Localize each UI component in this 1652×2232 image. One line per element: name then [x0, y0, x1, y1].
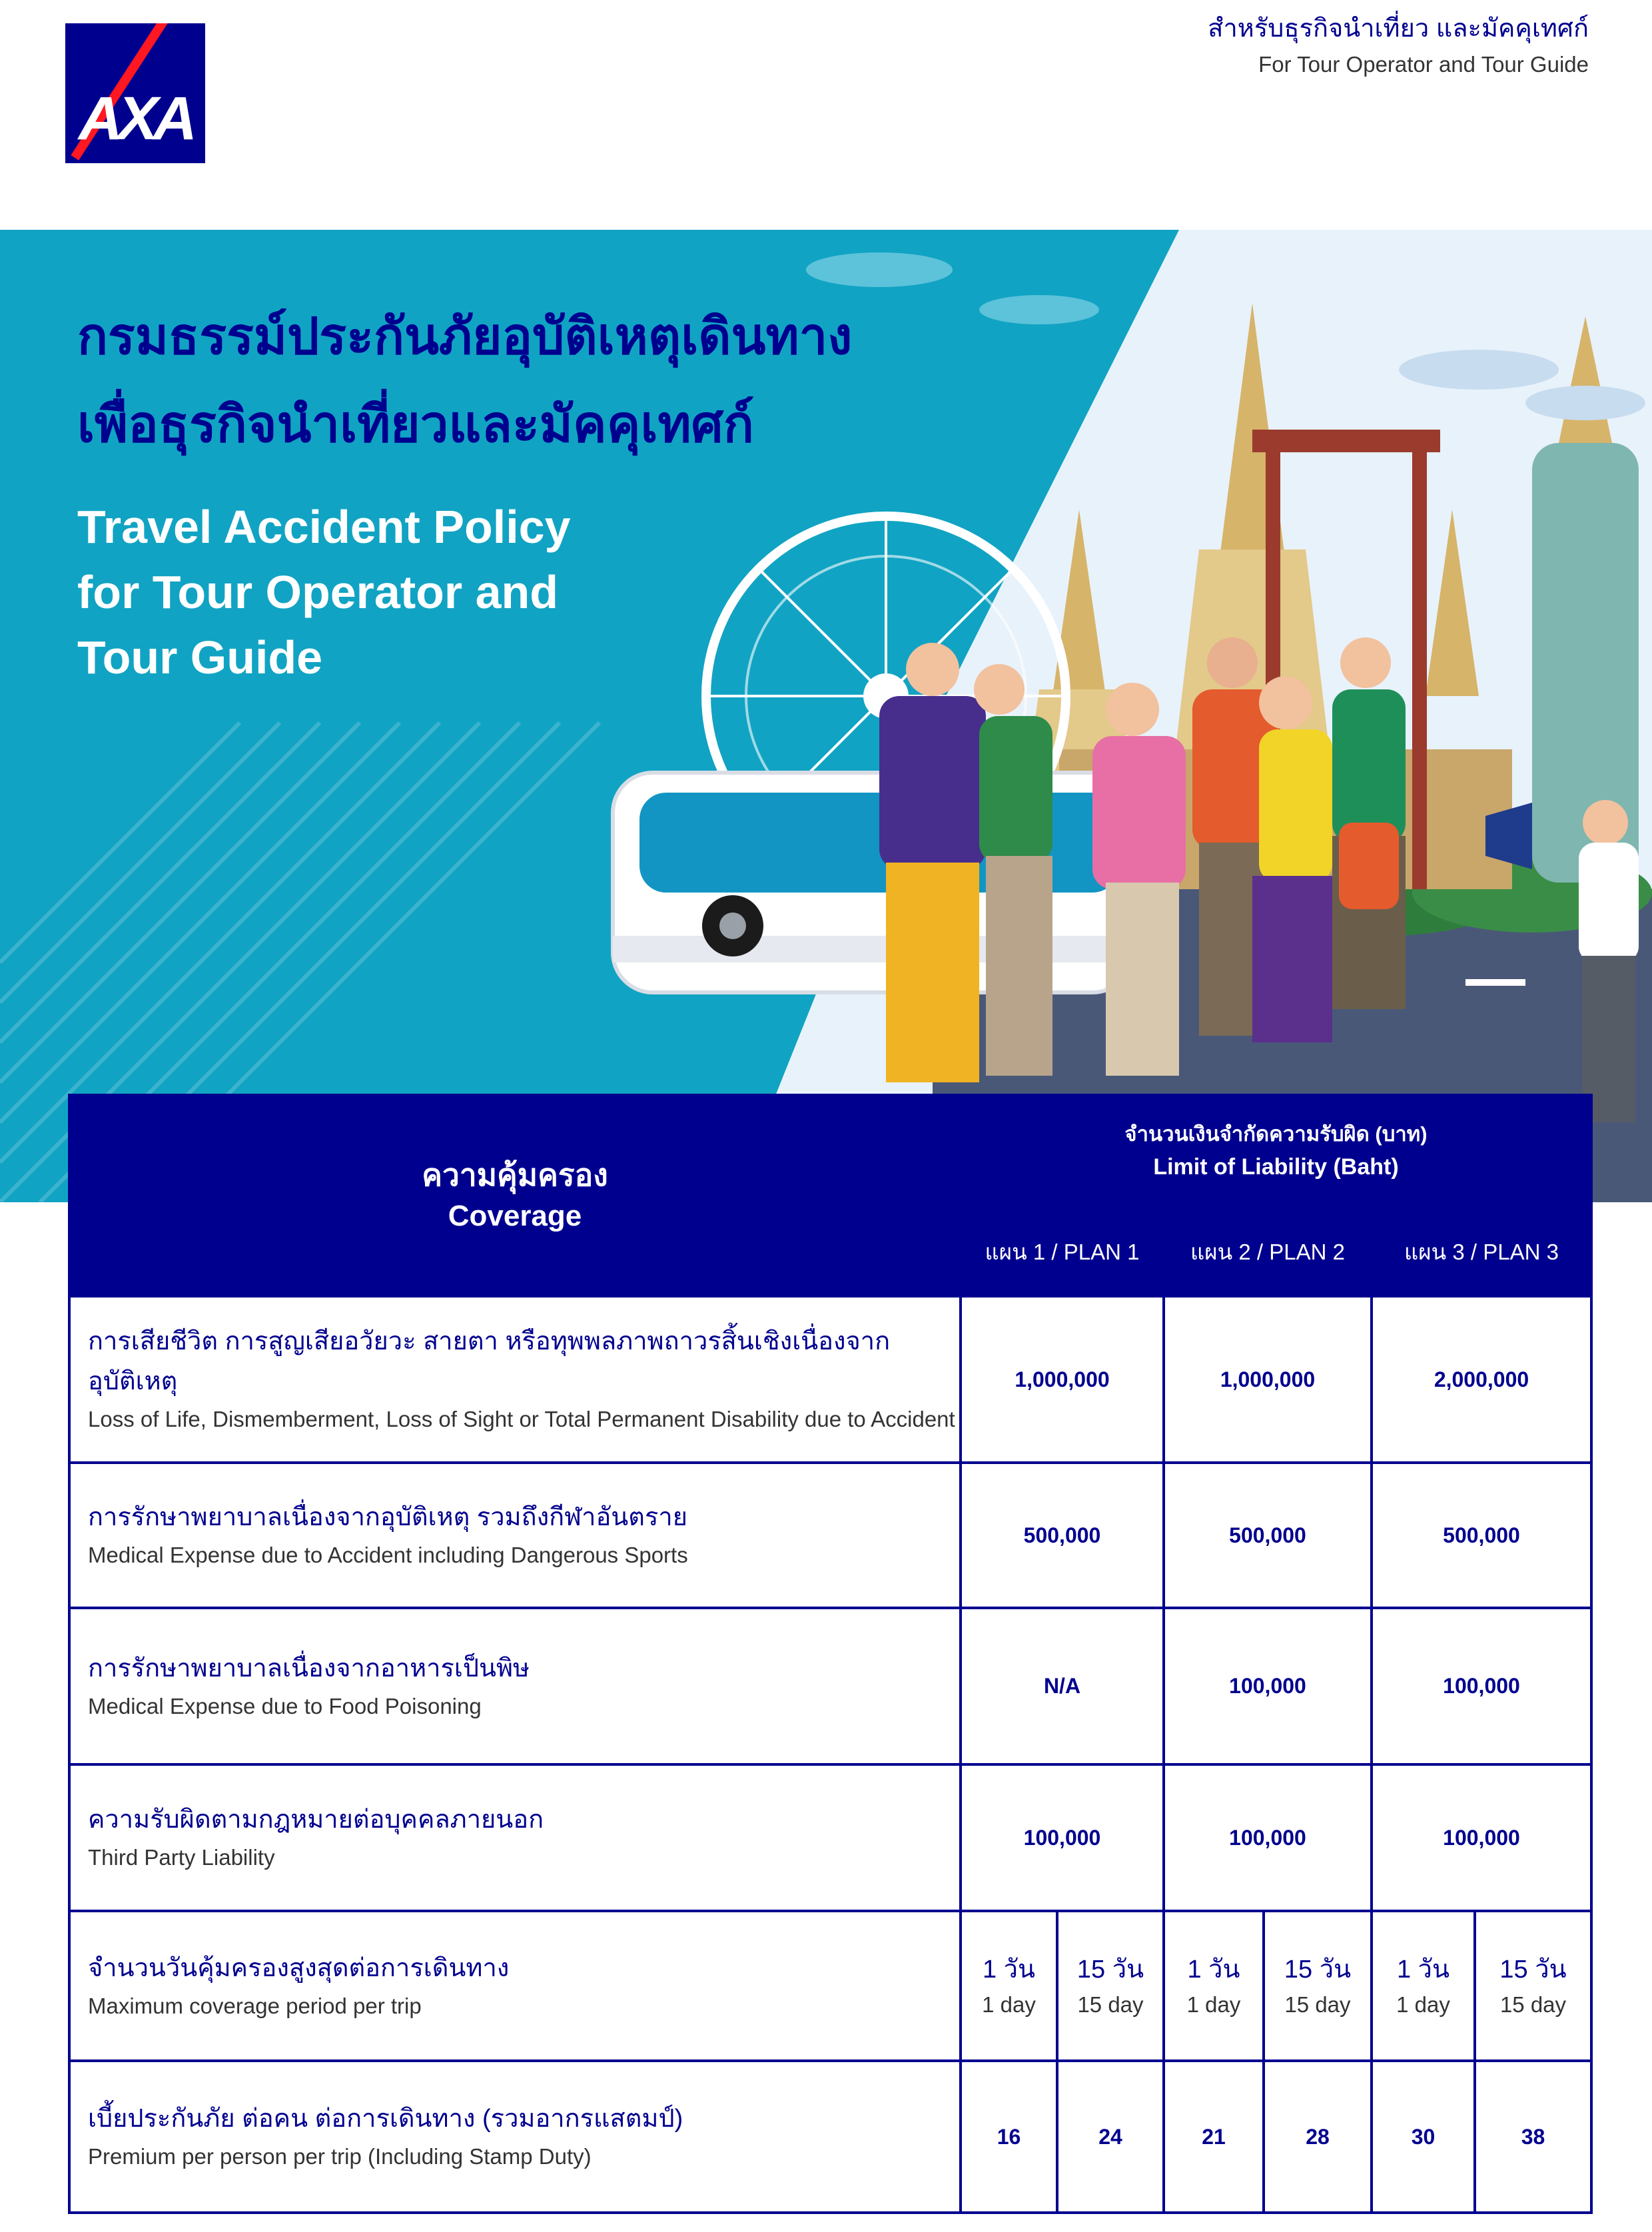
- row-description: [69, 1911, 961, 2061]
- period-th: 1 วัน: [1396, 1955, 1449, 1984]
- audience-en: For Tour Operator and Tour Guide: [1258, 52, 1589, 77]
- plan-3-period-1-day: [1372, 1911, 1475, 2061]
- premium-value: 16: [961, 2061, 1057, 2213]
- row-description: [69, 1296, 961, 1463]
- period-th: 1 วัน: [1187, 1955, 1240, 1984]
- plan-2-value: 1,000,000: [1164, 1296, 1372, 1463]
- period-th: 15 วัน: [1076, 1955, 1144, 1984]
- plan-3-period-15-day: [1475, 1911, 1591, 2061]
- premium-row: [69, 2061, 1591, 2213]
- period-en: 15 day: [1284, 1992, 1351, 2017]
- row-description: [69, 1764, 961, 1911]
- row-label-en: Premium per person per trip (Including Stamp Duty): [88, 2144, 592, 2169]
- period-th: 15 วัน: [1284, 1955, 1352, 1984]
- limit-header: [961, 1095, 1591, 1207]
- row-label-en: Medical Expense due to Food Poisoning: [88, 1693, 482, 1718]
- row-label-th: การเสียชีวิต การสูญเสียอวัยวะ สายตา หรือทุพพลภาพถาวรสิ้นเชิงเนื่องจากอุบัติเหตุ: [88, 1327, 891, 1395]
- premium-value: 38: [1475, 2061, 1591, 2213]
- hero-title-th-2: เพื่อธุรกิจนำเที่ยวและมัคคุเทศก์: [77, 396, 754, 453]
- period-en: 1 day: [1186, 1992, 1241, 2017]
- plan-1-period-15-day: [1057, 1911, 1164, 2061]
- plan-3-value: 500,000: [1372, 1463, 1591, 1608]
- plan-3-value: 2,000,000: [1372, 1296, 1591, 1463]
- audience-th: สำหรับธุรกิจนำเที่ยว และมัคคุเทศก์: [1208, 15, 1589, 43]
- row-description: [69, 2061, 961, 2213]
- plan-1-value: 500,000: [961, 1463, 1164, 1608]
- row-label-th: การรักษาพยาบาลเนื่องจากอาหารเป็นพิษ: [88, 1654, 530, 1682]
- limit-header-th: จำนวนเงินจำกัดความรับผิด (บาท): [1124, 1122, 1428, 1146]
- period-th: 15 วัน: [1499, 1955, 1567, 1984]
- hero-title-th-1: กรมธรรม์ประกันภัยอุบัติเหตุเดินทาง: [77, 308, 853, 365]
- plan-3-value: 100,000: [1372, 1764, 1591, 1911]
- coverage-period-row: [69, 1911, 1591, 2061]
- table-row: [69, 1463, 1591, 1608]
- plan-3-header: แผน 3 / PLAN 3: [1372, 1207, 1591, 1296]
- premium-value: 30: [1372, 2061, 1475, 2213]
- row-description: [69, 1608, 961, 1764]
- plan-1-period-1-day: [961, 1911, 1057, 2061]
- plan-2-value: 100,000: [1164, 1764, 1372, 1911]
- premium-value: 28: [1264, 2061, 1372, 2213]
- row-label-en: Medical Expense due to Accident including Dangerous Sports: [88, 1543, 688, 1567]
- coverage-table: [68, 1094, 1593, 2214]
- hero-title-en-1: Travel Accident Policy: [77, 501, 571, 553]
- row-label-th: การรักษาพยาบาลเนื่องจากอุบัติเหตุ รวมถึงกีฬาอันตราย: [88, 1503, 687, 1531]
- hero-banner: [0, 230, 1652, 1202]
- plan-1-header: แผน 1 / PLAN 1: [961, 1207, 1164, 1296]
- coverage-header: [69, 1095, 961, 1296]
- plan-1-value: N/A: [961, 1608, 1164, 1764]
- coverage-header-th: ความคุ้มครอง: [422, 1158, 608, 1192]
- hero-titles: [77, 293, 852, 690]
- row-label-th: ความรับผิดตามกฎหมายต่อบุคคลภายนอก: [88, 1806, 544, 1834]
- logo-text: AXA: [78, 85, 193, 153]
- row-label-en: Maximum coverage period per trip: [88, 1993, 422, 2018]
- hero-title-en-2: for Tour Operator and: [77, 566, 559, 618]
- row-label-en: Loss of Life, Dismemberment, Loss of Sight or Total Permanent Disability due to Accident: [88, 1407, 955, 1431]
- plan-2-period-1-day: [1164, 1911, 1264, 2061]
- period-en: 1 day: [982, 1992, 1036, 2017]
- premium-value: 21: [1164, 2061, 1264, 2213]
- plan-2-value: 500,000: [1164, 1463, 1372, 1608]
- plan-2-period-15-day: [1264, 1911, 1372, 2061]
- table-row: [69, 1764, 1591, 1911]
- plan-1-value: 1,000,000: [961, 1296, 1164, 1463]
- table-row: [69, 1296, 1591, 1463]
- hero-title-en-3: Tour Guide: [77, 631, 323, 683]
- premium-value: 24: [1057, 2061, 1164, 2213]
- plan-2-value: 100,000: [1164, 1608, 1372, 1764]
- period-en: 15 day: [1077, 1992, 1144, 2017]
- row-label-th: เบี้ยประกันภัย ต่อคน ต่อการเดินทาง (รวมอากรแสตมป์): [88, 2105, 683, 2133]
- plan-1-value: 100,000: [961, 1764, 1164, 1911]
- row-description: [69, 1463, 961, 1608]
- plan-3-value: 100,000: [1372, 1608, 1591, 1764]
- axa-logo: [65, 23, 205, 163]
- plan-2-header: แผน 2 / PLAN 2: [1164, 1207, 1372, 1296]
- period-en: 15 day: [1499, 1992, 1567, 2017]
- period-en: 1 day: [1396, 1992, 1450, 2017]
- table-row: [69, 1608, 1591, 1764]
- audience-label: [1208, 9, 1589, 81]
- period-th: 1 วัน: [982, 1955, 1035, 1984]
- limit-header-en: Limit of Liability (Baht): [1153, 1154, 1399, 1180]
- row-label-th: จำนวนวันคุ้มครองสูงสุดต่อการเดินทาง: [88, 1954, 510, 1982]
- row-label-en: Third Party Liability: [88, 1845, 275, 1870]
- coverage-header-en: Coverage: [448, 1200, 582, 1232]
